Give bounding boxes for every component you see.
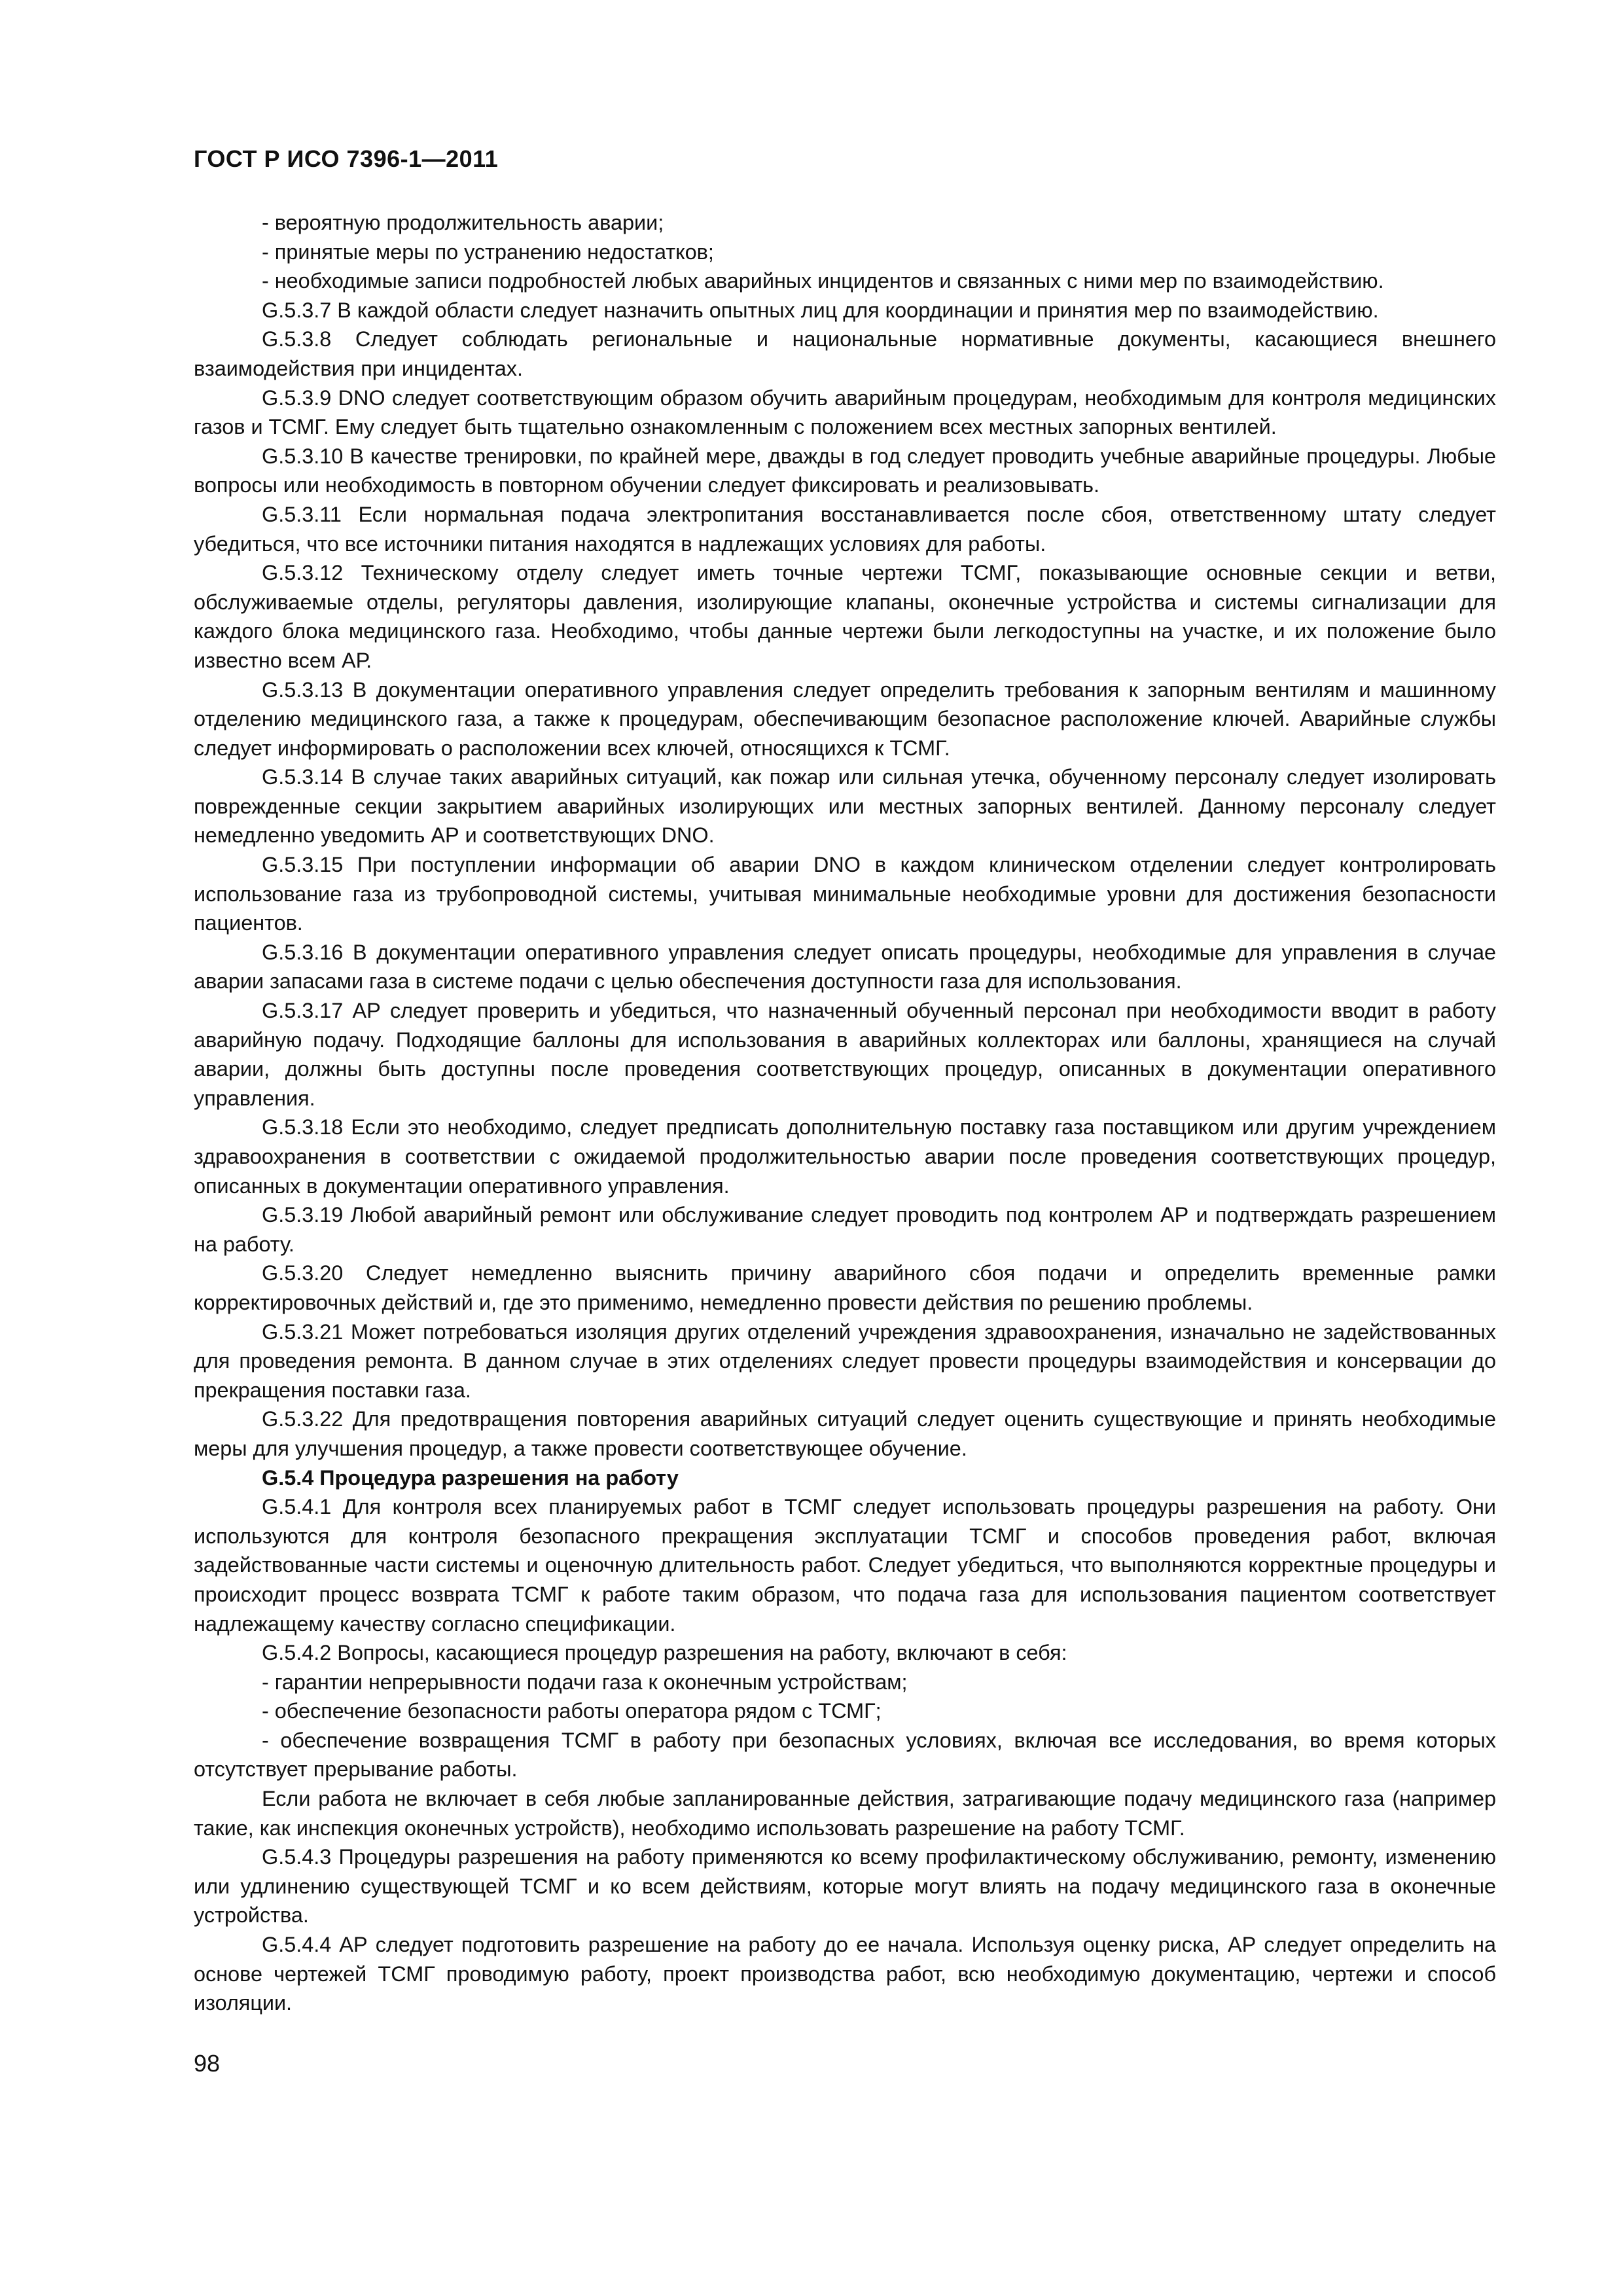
paragraph: - необходимые записи подробностей любых аварийных инцидентов и связанных с ними мер по взаимодействию. [262,269,1384,293]
paragraph: G.5.3.17 АР следует проверить и убедиться, что назначенный обученный персонал при необходимости вводит в работу аварийную подачу. Подходящие баллоны для использования в аварийных коллекторах или баллоны, хранящиеся на случай аварии, должны быть доступны после проведения соответствующих процедур, описанных в документации оперативного управления. [194,999,1496,1110]
paragraph: G.5.3.15 При поступлении информации об аварии DNO в каждом клиническом отделении следует контролировать использование газа из трубопроводной системы, учитывая минимальные необходимые уровни для достижения безопасности пациентов. [194,853,1496,935]
paragraph: G.5.4.4 АР следует подготовить разрешение на работу до ее начала. Используя оценку риска, АР следует определить на основе чертежей ТСМГ проводимую работу, проект производства работ, всю необходимую документацию, чертежи и способ изоляции. [194,1933,1496,2015]
paragraph: G.5.3.10 В качестве тренировки, по крайней мере, дважды в год следует проводить учебные аварийные процедуры. Любые вопросы или необходимость в повторном обучении следует фиксировать и реализовывать. [194,444,1496,497]
page-number: 98 [194,2050,221,2077]
paragraph: - принятые меры по устранению недостатков; [262,240,714,264]
paragraph: Если работа не включает в себя любые запланированные действия, затрагивающие подачу медицинского газа (например такие, как инспекция оконечных устройств), необходимо использовать разрешение на работу ТСМГ. [194,1787,1496,1840]
paragraph: G.5.4.2 Вопросы, касающиеся процедур разрешения на работу, включают в себя: [262,1641,1067,1665]
paragraph: - вероятную продолжительность аварии; [262,211,664,234]
paragraph: G.5.3.22 Для предотвращения повторения аварийных ситуаций следует оценить существующие и принять необходимые меры для улучшения процедур, а также провести соответствующее обучение. [194,1407,1496,1460]
paragraph: G.5.3.13 В документации оперативного управления следует определить требования к запорным вентилям и машинному отделению медицинского газа, а также к процедурам, обеспечивающим безопасное расположение ключей. Аварийные службы следует информировать о расположении всех ключей, относящихся к ТСМГ. [194,677,1496,760]
paragraph: G.5.3.18 Если это необходимо, следует предписать дополнительную поставку газа поставщиком или другим учреждением здравоохранения в соответствии с ожидаемой продолжительностью аварии после проведения соответствующих процедур, описанных в документации оперативного управления. [194,1115,1496,1198]
paragraph: G.5.4.1 Для контроля всех планируемых работ в ТСМГ следует использовать процедуры разрешения на работу. Они используются для контроля безопасного прекращения эксплуатации ТСМГ и способов проведения работ, включая задействованные части системы и оценочную длительность работ. Следует убедиться, что выполняются корректные процедуры и происходит процесс возврата ТСМГ к работе таким образом, что подача газа для использования пациентом соответствует надлежащему качеству согласно спецификации. [194,1495,1496,1636]
paragraph: G.5.3.11 Если нормальная подача электропитания восстанавливается после сбоя, ответственному штату следует убедиться, что все источники питания находятся в надлежащих условиях для работы. [194,502,1496,556]
document-body [194,208,1496,2018]
paragraph: G.5.3.8 Следует соблюдать региональные и национальные нормативные документы, касающиеся внешнего взаимодействия при инцидентах. [194,327,1496,380]
paragraph: - гарантии непрерывности подачи газа к оконечным устройствам; [262,1670,908,1694]
paragraph: G.5.3.9 DNO следует соответствующим образом обучить аварийным процедурам, необходимым для контроля медицинских газов и ТСМГ. Ему следует быть тщательно ознакомленным с положением всех местных запорных вентилей. [194,386,1496,439]
section-heading: G.5.4 Процедура разрешения на работу [262,1465,679,1490]
paragraph: G.5.3.12 Техническому отделу следует иметь точные чертежи ТСМГ, показывающие основные секции и ветви, обслуживаемые отделы, регуляторы давления, изолирующие клапаны, оконечные устройства и системы сигнализации для каждого блока медицинского газа. Необходимо, чтобы данные чертежи были легкодоступны на участке, и их положение было известно всем АР. [194,561,1496,672]
paragraph: G.5.4.3 Процедуры разрешения на работу применяются ко всему профилактическому обслуживанию, ремонту, изменению или удлинению существующей ТСМГ и ко всем действиям, которые могут влиять на подачу медицинского газа в оконечные устройства. [194,1845,1496,1928]
document-header: ГОСТ Р ИСО 7396-1—2011 [194,145,499,172]
paragraph: G.5.3.21 Может потребоваться изоляция других отделений учреждения здравоохранения, изначально не задействованных для проведения ремонта. В данном случае в этих отделениях следует провести процедуры взаимодействия и консервации до прекращения поставки газа. [194,1319,1496,1402]
paragraph: G.5.3.14 В случае таких аварийных ситуаций, как пожар или сильная утечка, обученному персоналу следует изолировать поврежденные секции закрытием аварийных изолирующих или местных запорных вентилей. Данному персоналу следует немедленно уведомить АР и соответствующих DNO. [194,765,1496,848]
paragraph: - обеспечение возвращения ТСМГ в работу при безопасных условиях, включая все исследования, во время которых отсутствует прерывание работы. [194,1728,1496,1782]
paragraph: G.5.3.16 В документации оперативного управления следует описать процедуры, необходимые для управления в случае аварии запасами газа в системе подачи с целью обеспечения доступности газа для использования. [194,940,1496,994]
paragraph: G.5.3.19 Любой аварийный ремонт или обслуживание следует проводить под контролем АР и подтверждать разрешением на работу. [194,1203,1496,1256]
paragraph: - обеспечение безопасности работы оператора рядом с ТСМГ; [262,1699,882,1723]
paragraph: G.5.3.20 Следует немедленно выяснить причину аварийного сбоя подачи и определить временные рамки корректировочных действий и, где это применимо, немедленно провести действия по решению проблемы. [194,1261,1496,1314]
paragraph: G.5.3.7 В каждой области следует назначить опытных лиц для координации и принятия мер по взаимодействию. [262,298,1379,322]
